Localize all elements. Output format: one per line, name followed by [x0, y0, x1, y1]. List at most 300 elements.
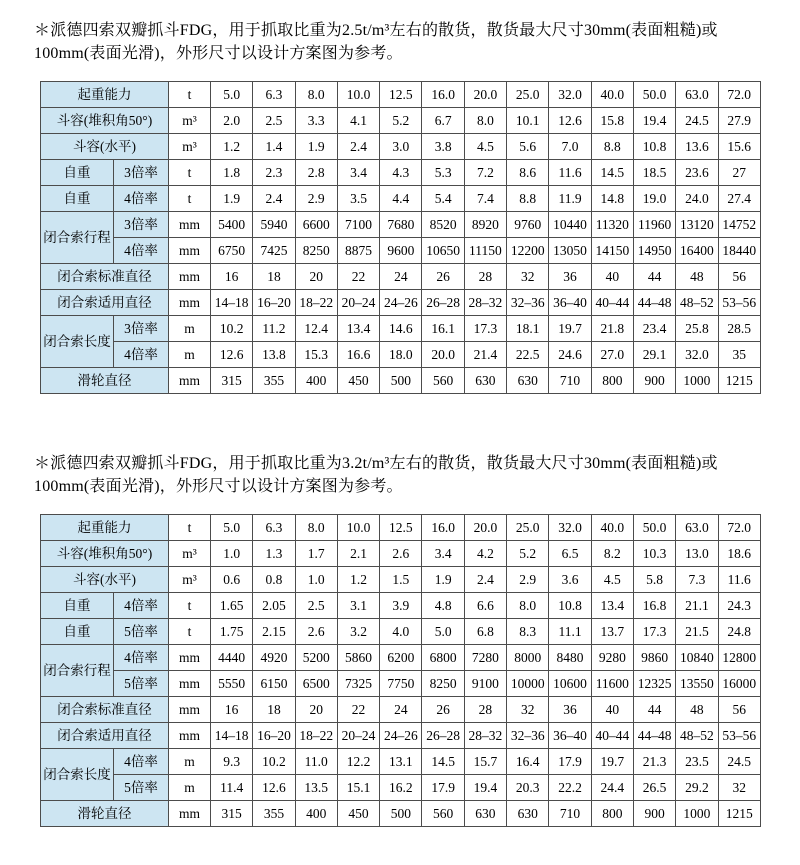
data-cell: 20.0 [464, 515, 506, 541]
table-row [41, 593, 761, 619]
data-cell: 4.8 [422, 593, 464, 619]
data-cell: 35 [718, 342, 760, 368]
data-cell: 5.4 [422, 186, 464, 212]
data-cell: 9600 [380, 238, 422, 264]
row-label: 滑轮直径 [41, 801, 169, 827]
data-cell: 16–20 [253, 723, 295, 749]
table-row [41, 645, 761, 671]
data-cell: 22 [337, 264, 379, 290]
data-cell: 4440 [211, 645, 253, 671]
data-cell: 8.0 [295, 82, 337, 108]
row-sub-label: 5倍率 [114, 671, 169, 697]
data-cell: 1.7 [295, 541, 337, 567]
data-cell: 6.5 [549, 541, 591, 567]
data-cell: 10.0 [337, 515, 379, 541]
data-cell: 13.8 [253, 342, 295, 368]
data-cell: 21.1 [676, 593, 718, 619]
data-cell: 4.5 [591, 567, 633, 593]
data-cell: 13.5 [295, 775, 337, 801]
row-unit: t [169, 160, 211, 186]
data-cell: 10.8 [549, 593, 591, 619]
data-cell: 1215 [718, 801, 760, 827]
table-row [41, 749, 761, 775]
data-cell: 4920 [253, 645, 295, 671]
row-unit: m³ [169, 134, 211, 160]
data-cell: 8250 [295, 238, 337, 264]
data-cell: 6.8 [464, 619, 506, 645]
data-cell: 11150 [464, 238, 506, 264]
data-cell: 2.9 [295, 186, 337, 212]
data-cell: 36–40 [549, 723, 591, 749]
data-cell: 27 [718, 160, 760, 186]
data-cell: 9760 [507, 212, 549, 238]
data-cell: 16000 [718, 671, 760, 697]
table-row [41, 160, 761, 186]
row-sub-label: 3倍率 [114, 212, 169, 238]
data-cell: 24–26 [380, 723, 422, 749]
data-cell: 5.8 [633, 567, 675, 593]
data-cell: 1.5 [380, 567, 422, 593]
data-cell: 32 [507, 697, 549, 723]
data-cell: 12200 [507, 238, 549, 264]
data-cell: 26–28 [422, 290, 464, 316]
data-cell: 53–56 [718, 723, 760, 749]
data-cell: 16 [211, 697, 253, 723]
row-unit: t [169, 593, 211, 619]
data-cell: 1000 [676, 801, 718, 827]
section-fdg-2-5 [0, 19, 800, 394]
data-cell: 5860 [337, 645, 379, 671]
data-cell: 315 [211, 368, 253, 394]
data-cell: 8.8 [507, 186, 549, 212]
data-cell: 5200 [295, 645, 337, 671]
data-cell: 36 [549, 264, 591, 290]
data-cell: 56 [718, 697, 760, 723]
data-cell: 9860 [633, 645, 675, 671]
data-cell: 18 [253, 264, 295, 290]
data-cell: 0.6 [211, 567, 253, 593]
table-row [41, 515, 761, 541]
data-cell: 32.0 [549, 82, 591, 108]
data-cell: 3.1 [337, 593, 379, 619]
data-cell: 5.0 [422, 619, 464, 645]
data-cell: 5.0 [211, 82, 253, 108]
data-cell: 20.3 [507, 775, 549, 801]
data-cell: 44 [633, 697, 675, 723]
data-cell: 18.0 [380, 342, 422, 368]
data-cell: 11.2 [253, 316, 295, 342]
table-row [41, 186, 761, 212]
data-cell: 14–18 [211, 290, 253, 316]
data-cell: 11.9 [549, 186, 591, 212]
data-cell: 26–28 [422, 723, 464, 749]
data-cell: 23.6 [676, 160, 718, 186]
data-cell: 11320 [591, 212, 633, 238]
row-unit: m [169, 775, 211, 801]
data-cell: 450 [337, 801, 379, 827]
table-row [41, 316, 761, 342]
data-cell: 1.0 [295, 567, 337, 593]
row-sub-label: 3倍率 [114, 316, 169, 342]
data-cell: 12800 [718, 645, 760, 671]
data-cell: 26.5 [633, 775, 675, 801]
data-cell: 9.3 [211, 749, 253, 775]
section-fdg-3-2 [0, 452, 800, 827]
data-cell: 1215 [718, 368, 760, 394]
data-cell: 12.6 [549, 108, 591, 134]
data-cell: 7680 [380, 212, 422, 238]
data-cell: 48–52 [676, 290, 718, 316]
data-cell: 13050 [549, 238, 591, 264]
row-unit: m³ [169, 541, 211, 567]
row-unit: t [169, 515, 211, 541]
table-row [41, 723, 761, 749]
data-cell: 710 [549, 368, 591, 394]
data-cell: 10.1 [507, 108, 549, 134]
data-cell: 32.0 [676, 342, 718, 368]
data-cell: 630 [464, 801, 506, 827]
data-cell: 24.0 [676, 186, 718, 212]
data-cell: 5400 [211, 212, 253, 238]
data-cell: 8.8 [591, 134, 633, 160]
row-sub-label: 5倍率 [114, 775, 169, 801]
data-cell: 10.0 [337, 82, 379, 108]
data-cell: 6200 [380, 645, 422, 671]
data-cell: 8.2 [591, 541, 633, 567]
data-cell: 15.1 [337, 775, 379, 801]
row-sub-label: 4倍率 [114, 238, 169, 264]
data-cell: 4.5 [464, 134, 506, 160]
row-unit: mm [169, 645, 211, 671]
row-label: 自重 [41, 186, 114, 212]
data-cell: 7325 [337, 671, 379, 697]
data-cell: 8.3 [507, 619, 549, 645]
data-cell: 27.4 [718, 186, 760, 212]
data-cell: 72.0 [718, 82, 760, 108]
data-cell: 7425 [253, 238, 295, 264]
data-cell: 13.4 [337, 316, 379, 342]
data-cell: 2.4 [337, 134, 379, 160]
data-cell: 25.8 [676, 316, 718, 342]
data-cell: 5940 [253, 212, 295, 238]
row-label: 自重 [41, 593, 114, 619]
data-cell: 6150 [253, 671, 295, 697]
data-cell: 2.05 [253, 593, 295, 619]
data-cell: 500 [380, 801, 422, 827]
data-cell: 7100 [337, 212, 379, 238]
data-cell: 0.8 [253, 567, 295, 593]
data-cell: 24 [380, 264, 422, 290]
data-cell: 14–18 [211, 723, 253, 749]
data-cell: 28 [464, 697, 506, 723]
data-cell: 3.9 [380, 593, 422, 619]
data-cell: 4.1 [337, 108, 379, 134]
data-cell: 2.3 [253, 160, 295, 186]
data-cell: 20 [295, 264, 337, 290]
data-cell: 7.4 [464, 186, 506, 212]
data-cell: 29.2 [676, 775, 718, 801]
data-cell: 15.3 [295, 342, 337, 368]
data-cell: 13.6 [676, 134, 718, 160]
data-cell: 63.0 [676, 82, 718, 108]
data-cell: 14.8 [591, 186, 633, 212]
data-cell: 315 [211, 801, 253, 827]
data-cell: 5550 [211, 671, 253, 697]
row-label: 斗容(堆积角50°) [41, 108, 169, 134]
data-cell: 16.8 [633, 593, 675, 619]
data-cell: 450 [337, 368, 379, 394]
data-cell: 11.6 [549, 160, 591, 186]
row-unit: m [169, 342, 211, 368]
data-cell: 400 [295, 368, 337, 394]
data-cell: 19.7 [549, 316, 591, 342]
data-cell: 2.6 [295, 619, 337, 645]
data-cell: 7280 [464, 645, 506, 671]
row-label: 闭合索行程 [41, 645, 114, 697]
data-cell: 18.5 [633, 160, 675, 186]
data-cell: 50.0 [633, 515, 675, 541]
data-cell: 21.3 [633, 749, 675, 775]
data-cell: 12.5 [380, 82, 422, 108]
data-cell: 2.15 [253, 619, 295, 645]
intro-paragraph-1: ＊派德四索双瓣抓斗FDG，用于抓取比重为2.5t/m³左右的散货，散货最大尺寸30mm(表面粗糙)或100mm(表面光滑)，外形尺寸以设计方案图为参考。 [34, 22, 718, 62]
table-row [41, 671, 761, 697]
spec-table-1-body [41, 82, 761, 394]
row-label: 斗容(堆积角50°) [41, 541, 169, 567]
row-unit: t [169, 82, 211, 108]
data-cell: 11600 [591, 671, 633, 697]
data-cell: 25.0 [507, 515, 549, 541]
data-cell: 3.3 [295, 108, 337, 134]
data-cell: 40.0 [591, 82, 633, 108]
data-cell: 13.7 [591, 619, 633, 645]
data-cell: 1.75 [211, 619, 253, 645]
data-cell: 13550 [676, 671, 718, 697]
row-unit: mm [169, 671, 211, 697]
data-cell: 44 [633, 264, 675, 290]
data-cell: 12.6 [211, 342, 253, 368]
data-cell: 1.65 [211, 593, 253, 619]
row-label: 自重 [41, 619, 114, 645]
row-unit: m [169, 749, 211, 775]
data-cell: 1.3 [253, 541, 295, 567]
data-cell: 6.7 [422, 108, 464, 134]
data-cell: 12.2 [337, 749, 379, 775]
row-label: 闭合索长度 [41, 749, 114, 801]
data-cell: 3.0 [380, 134, 422, 160]
table-row [41, 541, 761, 567]
data-cell: 8000 [507, 645, 549, 671]
data-cell: 1.0 [211, 541, 253, 567]
row-sub-label: 3倍率 [114, 160, 169, 186]
data-cell: 14150 [591, 238, 633, 264]
row-unit: t [169, 186, 211, 212]
row-label: 闭合索标准直径 [41, 264, 169, 290]
row-label: 滑轮直径 [41, 368, 169, 394]
data-cell: 36–40 [549, 290, 591, 316]
data-cell: 1.4 [253, 134, 295, 160]
data-cell: 16 [211, 264, 253, 290]
table-row [41, 238, 761, 264]
data-cell: 5.0 [211, 515, 253, 541]
data-cell: 18–22 [295, 290, 337, 316]
data-cell: 16400 [676, 238, 718, 264]
data-cell: 13.0 [676, 541, 718, 567]
row-unit: m³ [169, 567, 211, 593]
data-cell: 32–36 [507, 723, 549, 749]
data-cell: 24.8 [718, 619, 760, 645]
data-cell: 13.4 [591, 593, 633, 619]
row-label: 斗容(水平) [41, 134, 169, 160]
data-cell: 10840 [676, 645, 718, 671]
data-cell: 44–48 [633, 290, 675, 316]
data-cell: 14.5 [591, 160, 633, 186]
data-cell: 3.8 [422, 134, 464, 160]
data-cell: 63.0 [676, 515, 718, 541]
data-cell: 6750 [211, 238, 253, 264]
data-cell: 12.4 [295, 316, 337, 342]
data-cell: 27.0 [591, 342, 633, 368]
data-cell: 4.0 [380, 619, 422, 645]
table-row [41, 342, 761, 368]
data-cell: 13.1 [380, 749, 422, 775]
intro-paragraph-2: ＊派德四索双瓣抓斗FDG，用于抓取比重为3.2t/m³左右的散货，散货最大尺寸30mm(表面粗糙)或100mm(表面光滑)，外形尺寸以设计方案图为参考。 [34, 455, 718, 495]
data-cell: 15.8 [591, 108, 633, 134]
data-cell: 10600 [549, 671, 591, 697]
data-cell: 22 [337, 697, 379, 723]
data-cell: 14.5 [422, 749, 464, 775]
row-sub-label: 4倍率 [114, 749, 169, 775]
data-cell: 19.7 [591, 749, 633, 775]
table-row [41, 368, 761, 394]
row-unit: m³ [169, 108, 211, 134]
row-unit: mm [169, 264, 211, 290]
row-label: 斗容(水平) [41, 567, 169, 593]
data-cell: 19.0 [633, 186, 675, 212]
data-cell: 560 [422, 801, 464, 827]
data-cell: 10.8 [633, 134, 675, 160]
data-cell: 8.0 [507, 593, 549, 619]
data-cell: 32 [718, 775, 760, 801]
data-cell: 18–22 [295, 723, 337, 749]
data-cell: 1.9 [211, 186, 253, 212]
data-cell: 630 [507, 801, 549, 827]
data-cell: 15.7 [464, 749, 506, 775]
data-cell: 6.3 [253, 515, 295, 541]
data-cell: 23.4 [633, 316, 675, 342]
data-cell: 17.3 [464, 316, 506, 342]
data-cell: 11.4 [211, 775, 253, 801]
data-cell: 11.1 [549, 619, 591, 645]
row-unit: mm [169, 723, 211, 749]
data-cell: 5.6 [507, 134, 549, 160]
data-cell: 800 [591, 368, 633, 394]
data-cell: 4.3 [380, 160, 422, 186]
data-cell: 13120 [676, 212, 718, 238]
data-cell: 20 [295, 697, 337, 723]
data-cell: 24 [380, 697, 422, 723]
data-cell: 12325 [633, 671, 675, 697]
data-cell: 40–44 [591, 290, 633, 316]
data-cell: 2.6 [380, 541, 422, 567]
data-cell: 355 [253, 801, 295, 827]
data-cell: 28 [464, 264, 506, 290]
data-cell: 6800 [422, 645, 464, 671]
data-cell: 72.0 [718, 515, 760, 541]
row-unit: mm [169, 801, 211, 827]
data-cell: 48 [676, 697, 718, 723]
data-cell: 40.0 [591, 515, 633, 541]
data-cell: 24.3 [718, 593, 760, 619]
data-cell: 18 [253, 697, 295, 723]
table-row [41, 775, 761, 801]
data-cell: 14950 [633, 238, 675, 264]
data-cell: 2.9 [507, 567, 549, 593]
data-cell: 7.3 [676, 567, 718, 593]
data-cell: 48–52 [676, 723, 718, 749]
spec-table-2 [40, 514, 761, 827]
data-cell: 10.3 [633, 541, 675, 567]
data-cell: 6500 [295, 671, 337, 697]
data-cell: 36 [549, 697, 591, 723]
data-cell: 11960 [633, 212, 675, 238]
row-label: 闭合索长度 [41, 316, 114, 368]
data-cell: 16–20 [253, 290, 295, 316]
data-cell: 23.5 [676, 749, 718, 775]
data-cell: 16.4 [507, 749, 549, 775]
data-cell: 8875 [337, 238, 379, 264]
data-cell: 16.1 [422, 316, 464, 342]
data-cell: 8520 [422, 212, 464, 238]
data-cell: 18.1 [507, 316, 549, 342]
data-cell: 26 [422, 697, 464, 723]
data-cell: 2.5 [253, 108, 295, 134]
data-cell: 44–48 [633, 723, 675, 749]
row-label: 自重 [41, 160, 114, 186]
data-cell: 4.2 [464, 541, 506, 567]
data-cell: 355 [253, 368, 295, 394]
row-sub-label: 5倍率 [114, 619, 169, 645]
data-cell: 710 [549, 801, 591, 827]
data-cell: 32 [507, 264, 549, 290]
data-cell: 28.5 [718, 316, 760, 342]
table-row [41, 567, 761, 593]
data-cell: 17.9 [549, 749, 591, 775]
data-cell: 24.5 [718, 749, 760, 775]
data-cell: 10.2 [253, 749, 295, 775]
data-cell: 15.6 [718, 134, 760, 160]
data-cell: 400 [295, 801, 337, 827]
data-cell: 56 [718, 264, 760, 290]
data-cell: 9100 [464, 671, 506, 697]
data-cell: 40 [591, 697, 633, 723]
data-cell: 3.4 [422, 541, 464, 567]
row-label: 闭合索适用直径 [41, 290, 169, 316]
data-cell: 2.1 [337, 541, 379, 567]
table-row [41, 619, 761, 645]
row-label: 闭合索适用直径 [41, 723, 169, 749]
data-cell: 12.5 [380, 515, 422, 541]
data-cell: 48 [676, 264, 718, 290]
data-cell: 1.9 [295, 134, 337, 160]
data-cell: 3.2 [337, 619, 379, 645]
data-cell: 900 [633, 368, 675, 394]
row-sub-label: 4倍率 [114, 186, 169, 212]
table-row [41, 108, 761, 134]
data-cell: 16.0 [422, 515, 464, 541]
data-cell: 19.4 [464, 775, 506, 801]
data-cell: 14.6 [380, 316, 422, 342]
